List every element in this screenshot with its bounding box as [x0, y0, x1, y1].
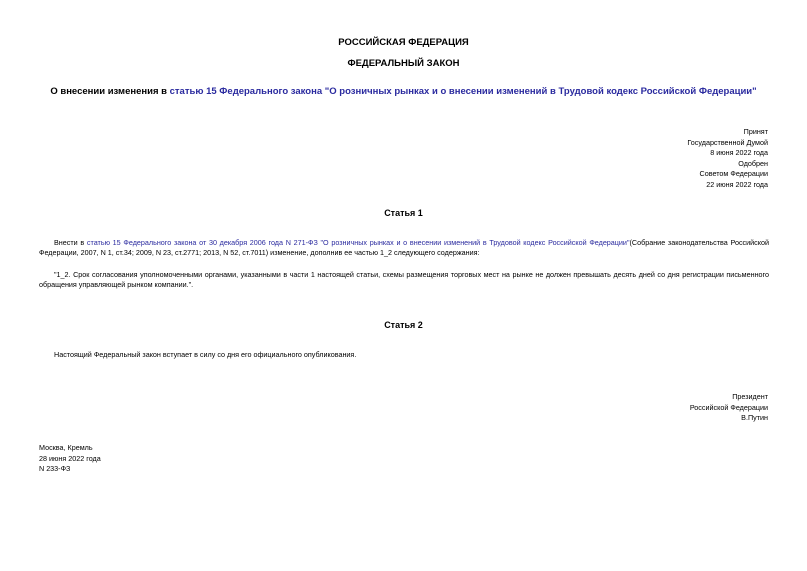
adoption-line: Советом Федерации: [699, 169, 768, 179]
adoption-line: Государственной Думой: [687, 137, 768, 147]
article-1-paragraph-2: "1_2. Срок согласования уполномоченными органами, указанными в части 1 настоящей статьи, схемы размещения торговых мест на рынке не должен превышать десять дней со дня регистрации письменного обращения управляющей рынком компании.".: [39, 270, 769, 290]
signature-line: Российской Федерации: [689, 402, 768, 412]
law-title-link[interactable]: статью 15 Федерального закона "О розничных рынках и о внесении изменений в Трудовой кодекс Российской Федерации": [169, 86, 757, 97]
article-1-p1-suffix: (Собрание законодательства Российской Федерации, 2007, N 1, ст.34; 2009, N 23, ст.2771; 2013, N 52, ст.7011) изменение, дополнив ее частью 1_2 следующего содержания:: [39, 238, 770, 258]
article-1-heading: Статья 1: [384, 208, 423, 218]
adoption-line: Принят: [743, 127, 768, 136]
article-2-paragraph-1: Настоящий Федеральный закон вступает в силу со дня его официального опубликования.: [54, 350, 357, 359]
adoption-block: [568, 127, 768, 191]
date-line: 28 июня 2022 года: [39, 453, 101, 463]
adoption-line: 22 июня 2022 года: [706, 179, 768, 189]
country-heading: РОССИЙСКАЯ ФЕДЕРАЦИЯ: [338, 37, 469, 48]
place-line: Москва, Кремль: [39, 443, 93, 452]
law-title: [0, 86, 807, 97]
article-1-p1-prefix: Внести в: [54, 238, 87, 247]
article-2-heading: Статья 2: [384, 320, 423, 330]
article-1-paragraph-1: [39, 238, 769, 259]
signature-line: Президент: [732, 392, 768, 401]
doc-type-heading: ФЕДЕРАЛЬНЫЙ ЗАКОН: [347, 58, 460, 69]
adoption-line: Одобрен: [738, 158, 768, 168]
law-title-prefix: О внесении изменения в: [50, 86, 170, 97]
signature-line: В.Путин: [741, 413, 768, 423]
adoption-line: 8 июня 2022 года: [710, 148, 768, 158]
place-date-block: [39, 443, 101, 475]
law-number-line: N 233-ФЗ: [39, 464, 71, 474]
signature-block: [568, 392, 768, 424]
article-1-law-link[interactable]: статью 15 Федерального закона от 30 декабря 2006 года N 271-ФЗ "О розничных рынках и о внесении изменений в Трудовой кодекс Российской Федерации": [86, 238, 630, 247]
